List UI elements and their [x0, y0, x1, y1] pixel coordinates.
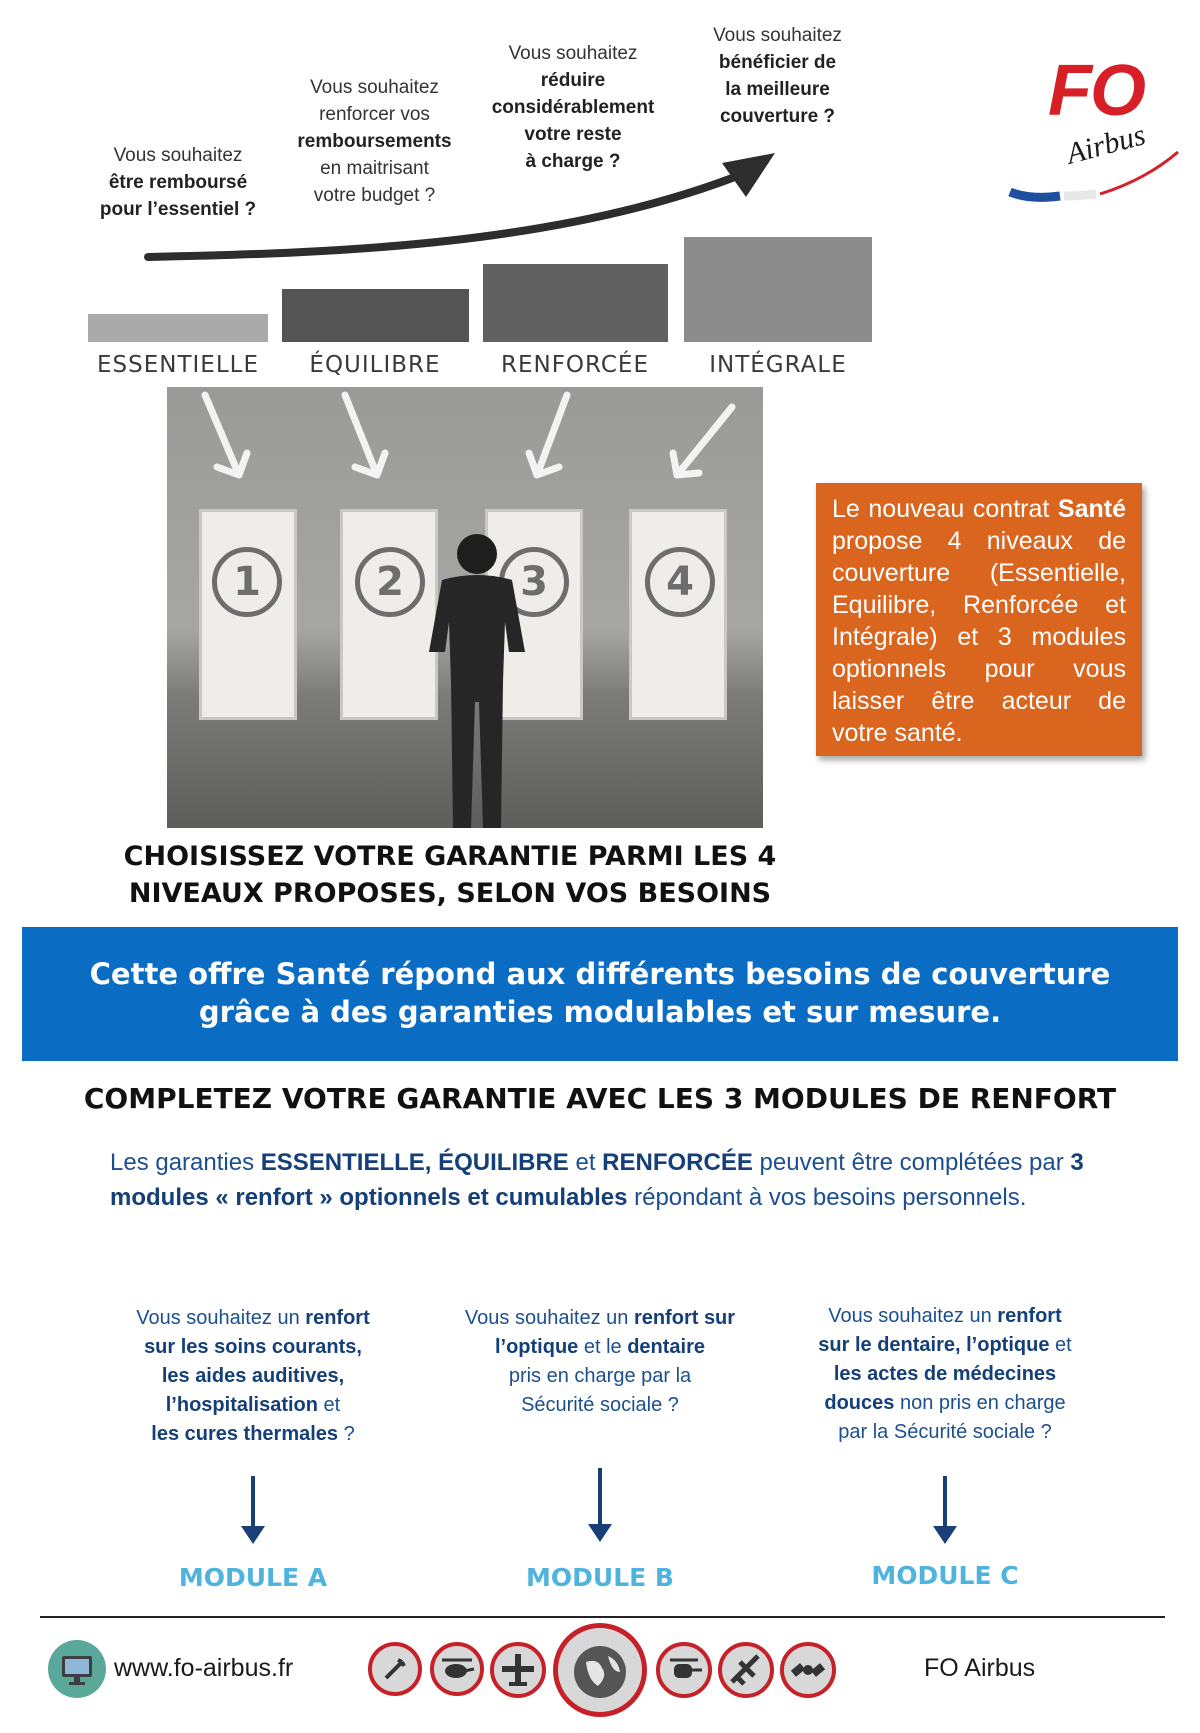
q2-line: en maitrisant	[320, 158, 429, 179]
q2-line: remboursements	[297, 131, 452, 152]
helicopter-icon	[656, 1642, 712, 1698]
choose-guarantee-title	[60, 838, 840, 912]
globe-icon	[553, 1623, 647, 1717]
module-question-line: sur le dentaire, l’optique et	[818, 1334, 1072, 1356]
banner-line: Cette offre Santé répond aux différents besoins de couverture	[89, 957, 1111, 991]
module-question-line: les aides auditives,	[161, 1365, 345, 1387]
q2-line: votre budget ?	[313, 185, 436, 206]
q1-line: pour l’essentiel ?	[99, 199, 257, 220]
door-number-4: 4	[645, 547, 715, 617]
module-question-line: les actes de médecines	[833, 1363, 1057, 1385]
q4-line: bénéficier de	[718, 52, 837, 73]
door-number-1: 1	[212, 547, 282, 617]
info-bold: Santé	[1057, 495, 1126, 523]
intro-bold: RENFORCÉE	[602, 1149, 753, 1176]
rocket-icon	[368, 1642, 422, 1696]
businessman-silhouette-icon	[397, 532, 557, 828]
module-question-line: Sécurité sociale ?	[521, 1394, 679, 1416]
module-a-question	[108, 1304, 398, 1449]
helicopter-icon	[430, 1642, 484, 1696]
q1-line: Vous souhaitez	[113, 145, 243, 166]
q3-line: considérablement	[491, 97, 655, 118]
level-label-equilibre: ÉQUILIBRE	[309, 352, 441, 378]
level-label-essentielle: ESSENTIELLE	[97, 352, 259, 378]
choose-title-line: CHOISISSEZ VOTRE GARANTIE PARMI LES 4	[123, 841, 777, 872]
satellite-icon	[780, 1642, 836, 1698]
level-label-integrale: INTÉGRALE	[709, 352, 847, 378]
module-b-question	[450, 1304, 750, 1420]
info-text: Le nouveau contrat	[832, 495, 1058, 523]
logo-airbus-text: Airbus	[1062, 118, 1149, 171]
question-integrale	[690, 22, 865, 130]
module-question-line: sur les soins courants,	[144, 1336, 362, 1358]
q2-line: Vous souhaitez	[310, 77, 439, 98]
doors-photo	[167, 387, 763, 828]
q2-line: renforcer vos	[319, 104, 430, 125]
intro-text: Les garanties	[110, 1149, 261, 1176]
footer-divider	[40, 1616, 1165, 1618]
choose-title-line: NIVEAUX PROPOSES, SELON VOS BESOINS	[128, 878, 772, 909]
airplane-icon	[490, 1642, 546, 1698]
q3-line: réduire	[540, 70, 606, 91]
intro-bold: ESSENTIELLE, ÉQUILIBRE	[260, 1149, 569, 1176]
module-question-line: pris en charge par la	[508, 1365, 692, 1387]
module-question-line: Vous souhaitez un renfort	[136, 1307, 370, 1329]
intro-text: peuvent être complétées par	[752, 1149, 1071, 1176]
info-text: propose 4 niveaux de couverture (Essentielle, Equilibre, Renforcée et Intégrale) et 3 modules optionnels pour vous laisser être acteur de votre santé.	[832, 527, 1126, 747]
module-question-line: par la Sécurité sociale ?	[838, 1421, 1052, 1443]
complete-guarantee-title: COMPLETEZ VOTRE GARANTIE AVEC LES 3 MODULES DE RENFORT	[83, 1082, 1117, 1115]
jet-icon	[718, 1642, 774, 1698]
q3-line: votre reste	[524, 124, 622, 145]
footer-org-name: FO Airbus	[924, 1654, 1036, 1682]
logo-swoosh-icon	[1000, 150, 1180, 210]
module-question-line: Vous souhaitez un renfort sur	[464, 1307, 736, 1329]
fo-airbus-logo	[1000, 50, 1180, 220]
monitor-icon	[48, 1640, 106, 1698]
door-number-3: 3	[499, 547, 569, 617]
q3-line: Vous souhaitez	[508, 43, 638, 64]
intro-text: répondant à vos besoins personnels.	[627, 1184, 1027, 1211]
level-label-renforcee: RENFORCÉE	[500, 352, 649, 378]
q4-line: la meilleure	[725, 79, 830, 100]
module-b-arrow-icon	[585, 1468, 615, 1544]
door-number-2: 2	[355, 547, 425, 617]
logo-fo-text: FO	[1048, 51, 1144, 131]
module-question-line: Vous souhaitez un renfort	[828, 1305, 1062, 1327]
bar-integrale	[684, 237, 872, 342]
module-a-arrow-icon	[238, 1476, 268, 1546]
q1-line: être remboursé	[108, 172, 248, 193]
module-c-label: MODULE C	[871, 1561, 1019, 1590]
module-c-arrow-icon	[930, 1476, 960, 1546]
module-question-line: l’optique et le dentaire	[494, 1336, 706, 1358]
intro-text: et	[568, 1149, 603, 1176]
module-b-label: MODULE B	[526, 1563, 674, 1592]
new-contract-info-box	[816, 483, 1142, 756]
q4-line: couverture ?	[719, 106, 836, 127]
offer-banner	[22, 927, 1178, 1061]
bar-renforcee	[483, 264, 668, 342]
module-question-line: l’hospitalisation et	[165, 1394, 341, 1416]
q3-line: à charge ?	[525, 151, 621, 172]
bar-essentielle	[88, 314, 268, 342]
website-link[interactable]: www.fo-airbus.fr	[114, 1654, 294, 1682]
modules-intro-text	[110, 1145, 1090, 1215]
module-a-label: MODULE A	[178, 1563, 328, 1592]
module-question-line: douces non pris en charge	[824, 1392, 1066, 1414]
bar-equilibre	[282, 289, 469, 342]
banner-line: grâce à des garanties modulables et sur mesure.	[198, 995, 1002, 1029]
module-c-question	[795, 1302, 1095, 1447]
intro-bold: 3 modules « renfort » optionnels et cumulables	[110, 1149, 1084, 1211]
module-question-line: les cures thermales ?	[151, 1423, 355, 1445]
q4-line: Vous souhaitez	[713, 25, 842, 46]
